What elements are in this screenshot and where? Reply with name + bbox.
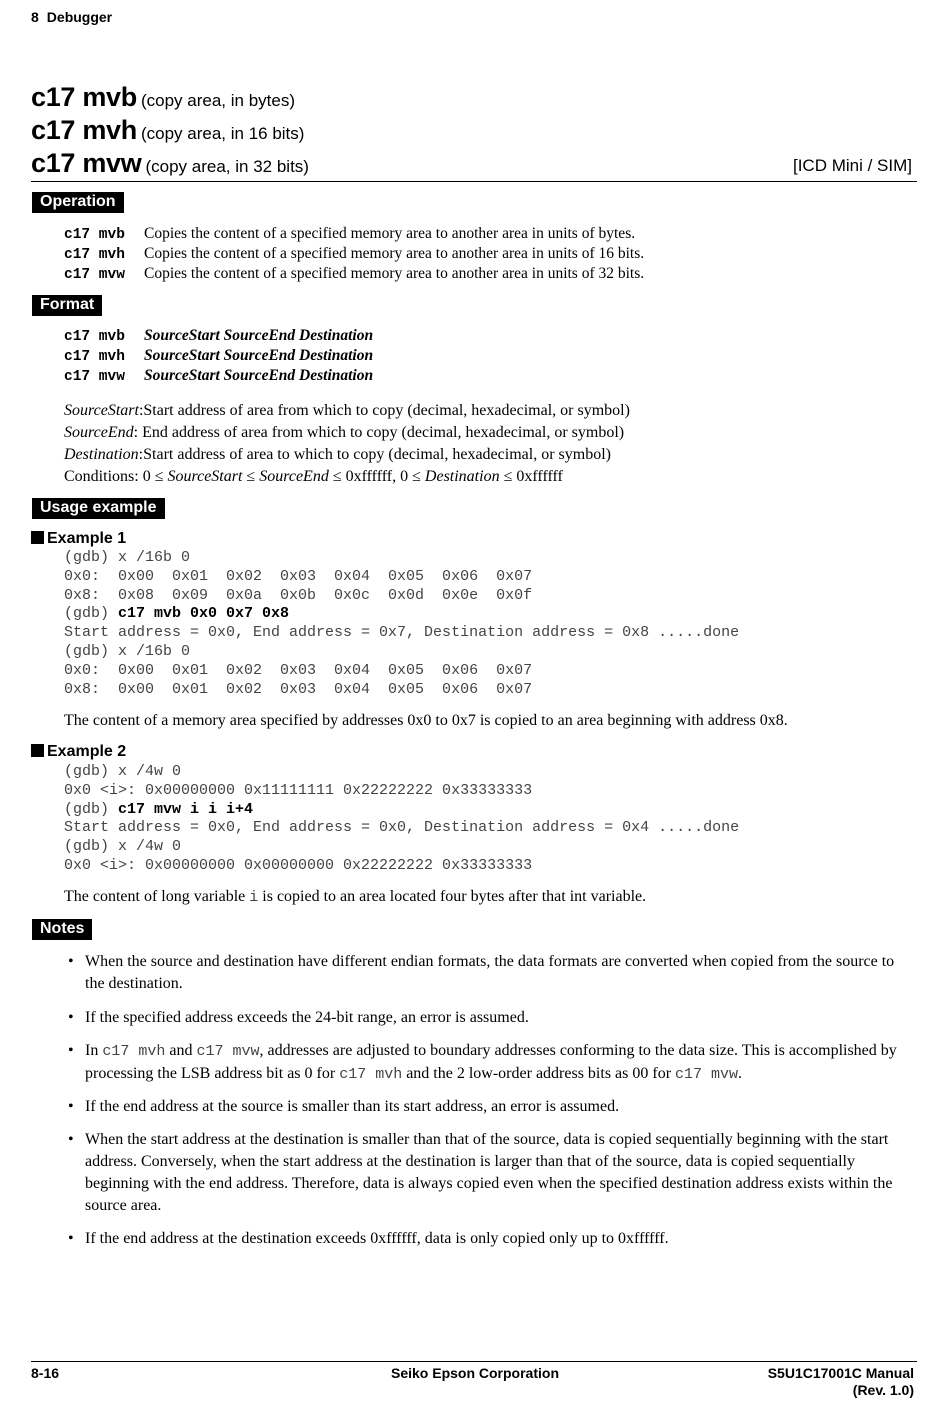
operation-row (64, 244, 644, 265)
note-code: c17 mvw (675, 1066, 739, 1083)
explanation-var: i (249, 889, 259, 906)
conditions-var: Destination (424, 468, 500, 485)
running-header (31, 9, 120, 25)
square-bullet-icon (31, 531, 44, 544)
bullet-icon: • (68, 1098, 74, 1115)
param-text: End address of area from which to copy (decimal, hexadecimal, or symbol) (142, 424, 625, 441)
gdb-prompt: (gdb) (64, 605, 119, 623)
code-line: 0x0 <i>: 0x00000000 0x00000000 0x22222222 0x33333333 (64, 856, 533, 874)
param-row (64, 444, 611, 466)
operation-text: Copies the content of a specified memory area to another area in units of bytes. (144, 225, 636, 242)
code-line: 0x0: 0x00 0x01 0x02 0x03 0x04 0x05 0x06 0x07 (64, 567, 533, 585)
code-line: 0x0: 0x00 0x01 0x02 0x03 0x04 0x05 0x06 0x07 (64, 661, 533, 679)
param-name: SourceEnd (64, 424, 134, 441)
conditions-var: SourceEnd (259, 468, 329, 485)
section-label-format: Format (32, 295, 102, 316)
command-text: c17 mvb 0x0 0x7 0x8 (118, 605, 290, 623)
format-command: c17 mvw (64, 369, 125, 385)
bullet-icon: • (68, 1230, 74, 1247)
conditions-text: ≤ (242, 468, 260, 485)
param-row (64, 422, 624, 444)
param-separator: : (133, 424, 143, 441)
code-line: (gdb) x /16b 0 (64, 549, 191, 566)
title-description: (copy area, in 32 bits) (145, 157, 309, 176)
note-text: If the specified address exceeds the 24-bit range, an error is assumed. (85, 1009, 529, 1026)
code-line (64, 801, 739, 820)
param-separator: : (138, 446, 144, 463)
example-1-title: Example 1 (47, 530, 127, 547)
operation-command: c17 mvb (64, 227, 125, 243)
code-line (64, 605, 739, 624)
format-row (64, 326, 373, 347)
code-line: 0x8: 0x00 0x01 0x02 0x03 0x04 0x05 0x06 0x07 (64, 680, 533, 698)
format-row (64, 366, 373, 387)
code-line: (gdb) x /4w 0 (64, 838, 182, 856)
conditions-var: SourceStart (167, 468, 243, 485)
note-text: If the end address at the destination exceeds 0xffffff, data is only copied only up to 0xffffff. (85, 1230, 669, 1247)
note-item (68, 1007, 913, 1029)
gdb-prompt: (gdb) (64, 800, 119, 818)
conditions-text: ≤ 0xffffff, 0 ≤ (328, 468, 425, 485)
note-segment: . (738, 1065, 743, 1082)
note-segment: and (165, 1042, 197, 1059)
bullet-icon: • (68, 1042, 74, 1059)
title-divider (31, 181, 917, 182)
param-text: Start address of area to which to copy (decimal, hexadecimal, or symbol) (143, 446, 611, 463)
command-text: c17 mvw i i i+4 (118, 800, 254, 818)
param-name: Destination (64, 446, 139, 463)
note-segment: and the 2 low-order address bits as 00 for (402, 1065, 676, 1082)
note-segment: In (85, 1042, 103, 1059)
section-label-usage: Usage example (32, 498, 165, 519)
explanation-text: The content of long variable (64, 888, 250, 905)
section-label-operation: Operation (32, 192, 124, 213)
operation-text: Copies the content of a specified memory area to another area in units of 16 bits. (144, 245, 645, 262)
note-item (68, 1096, 913, 1118)
note-segment: , addresses are adjusted to boundary addresses conforming to the data size. This is accomplished by processing the LSB address bit as 0 for (85, 1042, 897, 1082)
title-command: c17 mvh (31, 115, 137, 145)
code-line: 0x8: 0x08 0x09 0x0a 0x0b 0x0c 0x0d 0x0e 0x0f (64, 586, 533, 604)
title-mvh (31, 115, 304, 146)
example-1-heading (31, 530, 126, 548)
title-description: (copy area, in bytes) (140, 91, 295, 110)
param-separator: : (138, 402, 144, 419)
format-arguments: SourceStart SourceEnd Destination (144, 327, 374, 344)
operation-command: c17 mvh (64, 247, 125, 263)
page-number: 8-16 (31, 1365, 60, 1381)
code-line: Start address = 0x0, End address = 0x7, Destination address = 0x8 .....done (64, 624, 740, 642)
format-arguments: SourceStart SourceEnd Destination (144, 347, 374, 364)
operation-row (64, 264, 644, 285)
note-item (68, 1228, 913, 1250)
bullet-icon: • (68, 1131, 74, 1148)
chapter-number: 8 (31, 9, 39, 25)
title-command: c17 mvw (31, 148, 142, 178)
code-line: (gdb) x /16b 0 (64, 642, 191, 660)
note-code: c17 mvh (102, 1043, 166, 1060)
example-1-code (64, 549, 739, 699)
conditions-text: ≤ 0xffffff (499, 468, 563, 485)
bullet-icon: • (68, 1009, 74, 1026)
example-1-explanation: The content of a memory area specified by addresses 0x0 to 0x7 is copied to an area beginning with address 0x8. (64, 712, 788, 729)
format-command: c17 mvh (64, 349, 125, 365)
param-name: SourceStart (64, 402, 139, 419)
footer-divider (31, 1361, 917, 1362)
format-row (64, 346, 373, 367)
footer-company: Seiko Epson Corporation (390, 1365, 559, 1381)
code-line: 0x0 <i>: 0x00000000 0x11111111 0x22222222 0x33333333 (64, 781, 533, 799)
title-mvb (31, 82, 295, 113)
conditions-label: Conditions: (64, 468, 143, 485)
operation-row (64, 224, 635, 245)
note-item (68, 951, 913, 995)
param-row (64, 400, 630, 422)
platform-tag: [ICD Mini / SIM] (792, 156, 912, 175)
code-line: (gdb) x /4w 0 (64, 763, 182, 780)
explanation-text: is copied to an area located four bytes after that int variable. (258, 888, 647, 905)
format-arguments: SourceStart SourceEnd Destination (144, 367, 374, 384)
code-line: Start address = 0x0, End address = 0x0, Destination address = 0x4 .....done (64, 819, 740, 837)
footer-revision: (Rev. 1.0) (852, 1382, 914, 1398)
conditions-row (64, 466, 563, 488)
param-text: Start address of area from which to copy (decimal, hexadecimal, or symbol) (143, 402, 630, 419)
format-command: c17 mvb (64, 329, 125, 345)
title-command: c17 mvb (31, 82, 137, 112)
note-item (68, 1129, 913, 1217)
footer-manual: S5U1C17001C Manual (767, 1365, 914, 1381)
note-code: c17 mvh (339, 1066, 403, 1083)
chapter-title: Debugger (46, 9, 113, 25)
note-text: When the start address at the destination is smaller than that of the source, data is copied sequentially beginning with the start address. Conversely, when the start address at the destination is larger than that of the source, data is copied sequentially beginning with the end address. Therefore, data is always copied even when the specified destination address exists within the source area. (85, 1131, 893, 1214)
operation-text: Copies the content of a specified memory area to another area in units of 32 bits. (144, 265, 645, 282)
note-text: When the source and destination have different endian formats, the data formats are converted when copied from the source to the destination. (85, 953, 895, 992)
title-mvw (31, 148, 309, 179)
square-bullet-icon (31, 744, 44, 757)
note-text (85, 1040, 913, 1086)
example-2-explanation (64, 888, 646, 906)
example-2-heading (31, 743, 126, 761)
operation-command: c17 mvw (64, 267, 125, 283)
conditions-text: 0 ≤ (142, 468, 168, 485)
bullet-icon: • (68, 953, 74, 970)
note-text: If the end address at the source is smaller than its start address, an error is assumed. (85, 1098, 620, 1115)
title-description: (copy area, in 16 bits) (140, 124, 305, 143)
section-label-notes: Notes (32, 919, 92, 940)
note-item (68, 1040, 913, 1086)
note-code: c17 mvw (196, 1043, 260, 1060)
example-2-code (64, 763, 739, 876)
example-2-title: Example 2 (47, 743, 127, 760)
